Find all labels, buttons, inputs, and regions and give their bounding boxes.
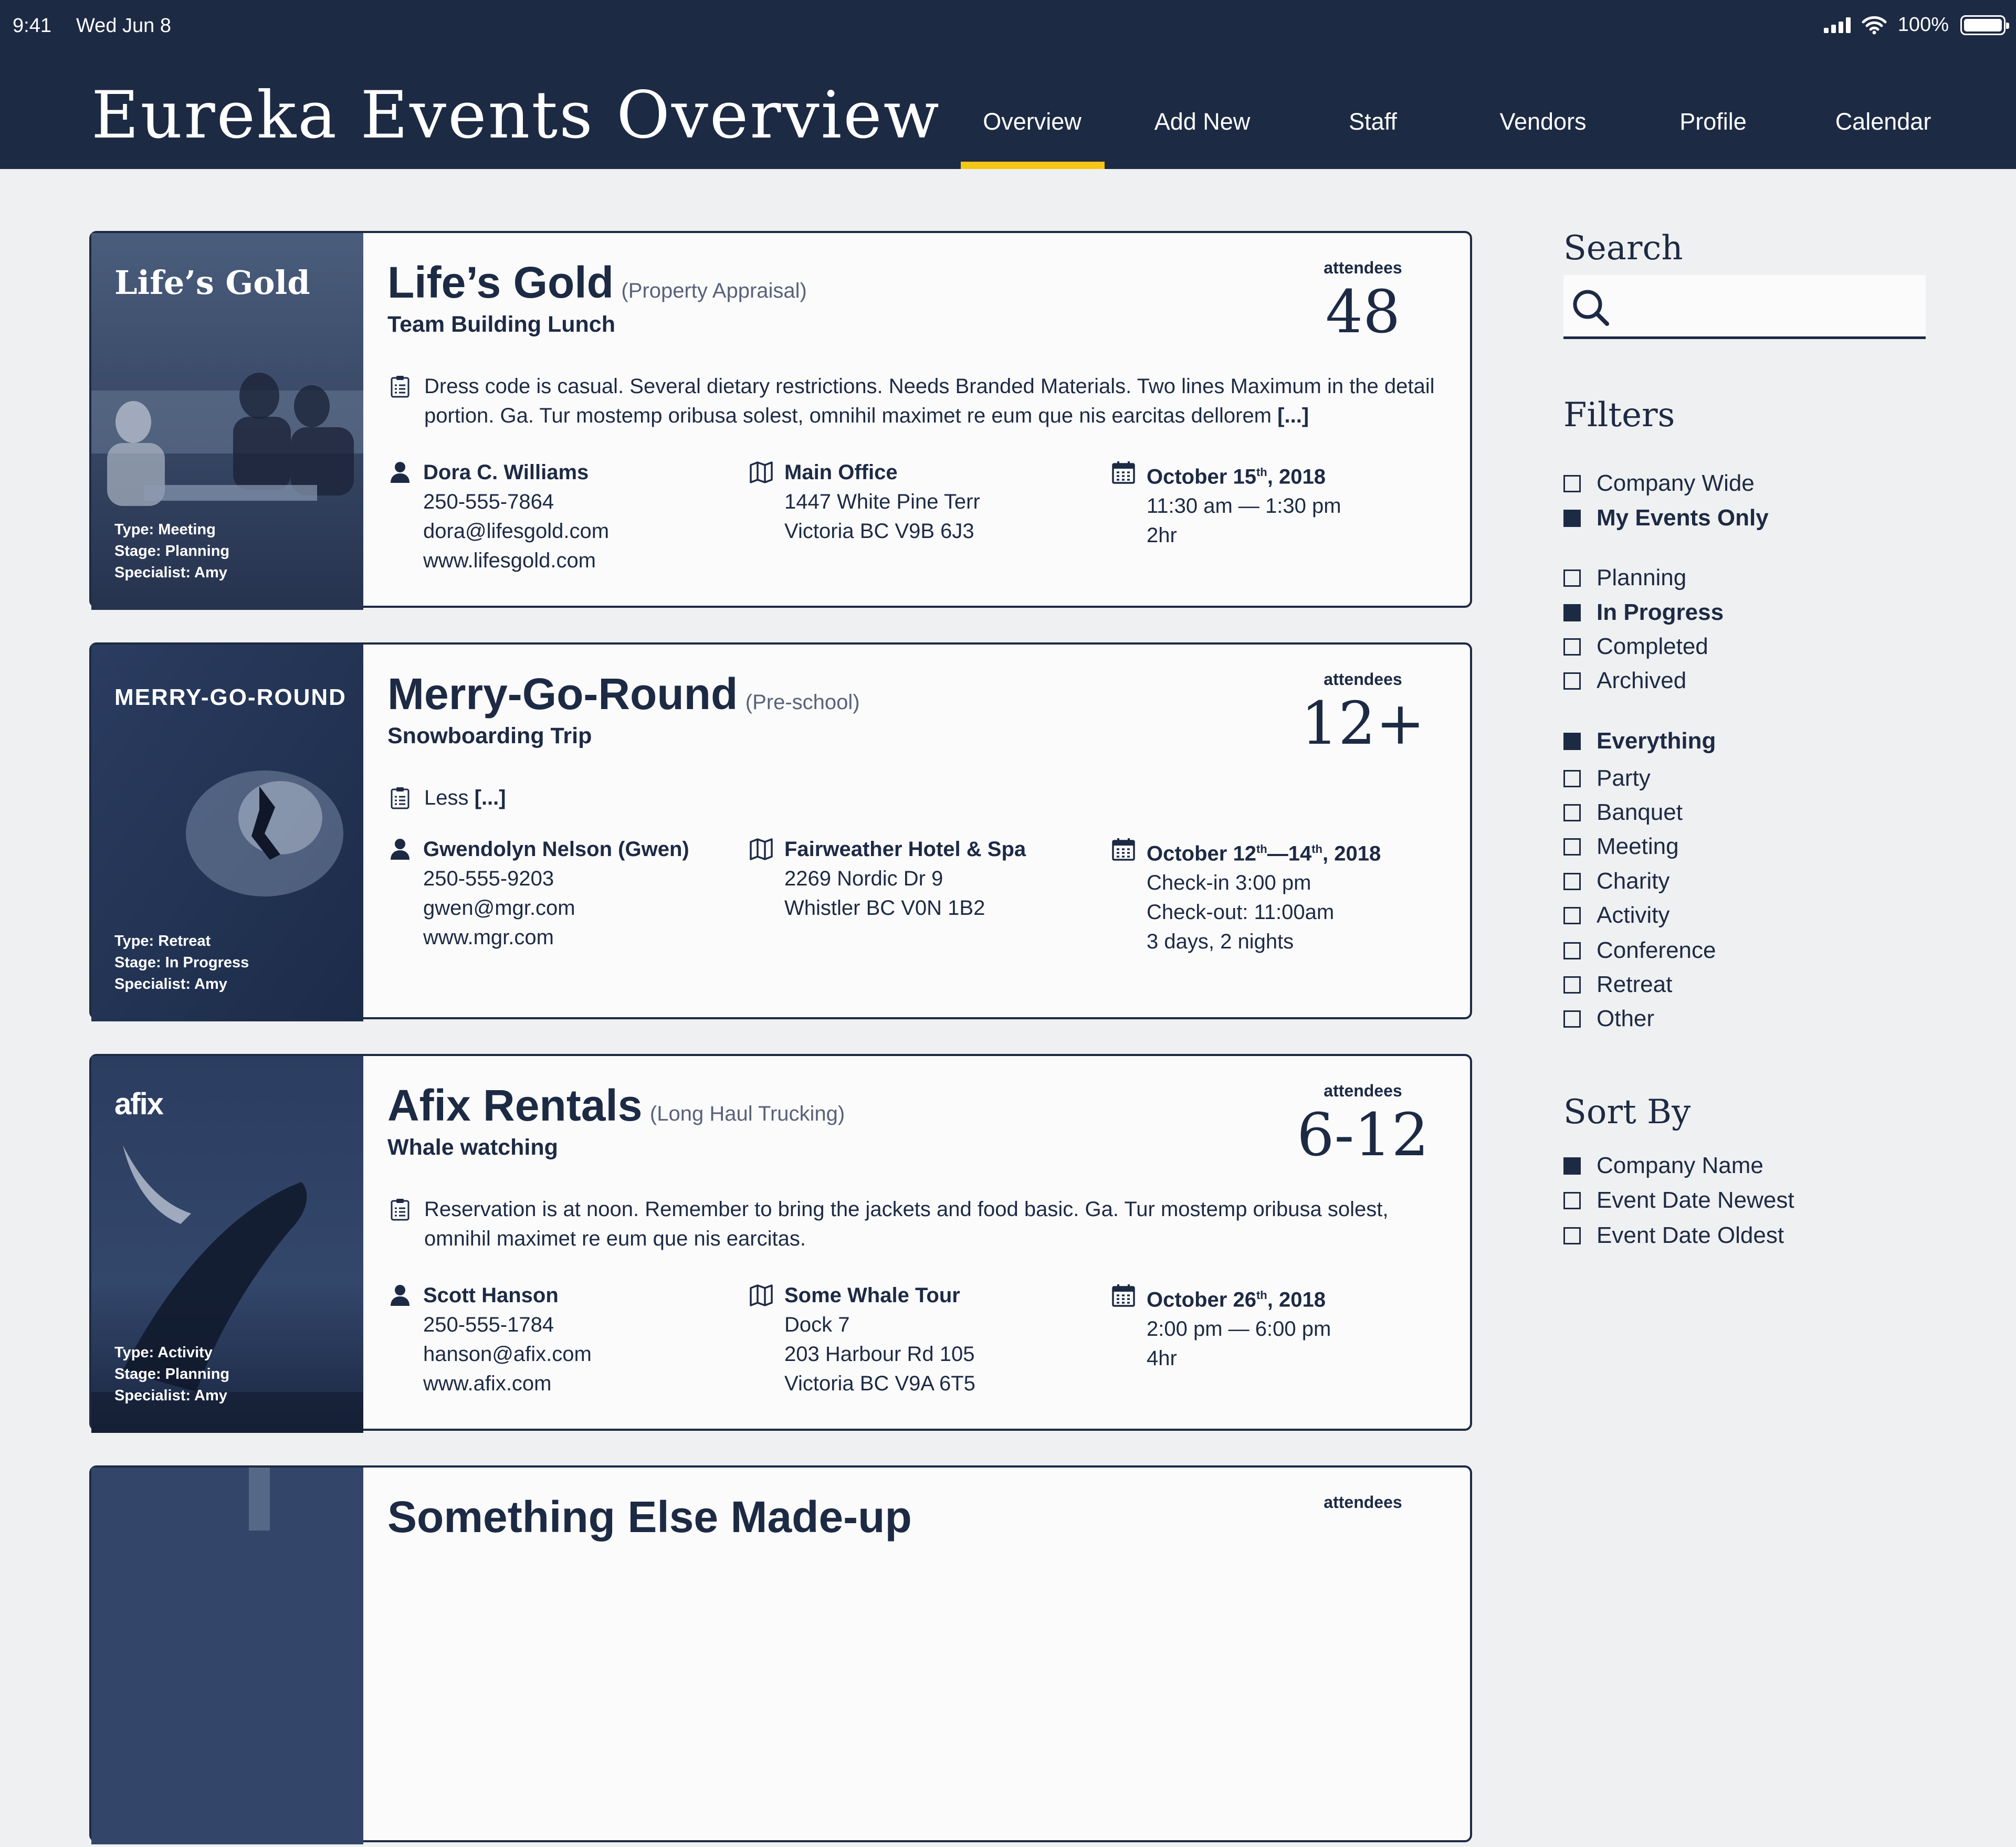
sort-company-name[interactable]: Company Name [1563,1153,1763,1179]
venue-block [749,1281,975,1398]
calendar-icon [1111,460,1136,485]
map-icon [749,837,774,862]
contact-phone[interactable]: 250-555-7864 [423,490,554,513]
event-details [363,1056,1470,1429]
event-card[interactable] [89,231,1472,608]
nav-staff[interactable]: Staff [1349,108,1397,135]
person-icon [387,837,413,862]
contact-name: Scott Hanson [423,1284,559,1307]
nav-add-new[interactable]: Add New [1154,108,1251,135]
filter-type-banquet[interactable]: Banquet [1563,799,1683,826]
filter-type-other[interactable]: Other [1563,1006,1654,1032]
cellular-signal-icon [1824,17,1851,33]
event-photo [91,1056,363,1429]
event-notes [387,783,1437,812]
event-name: Team Building Lunch [387,312,615,337]
attendees-count: 12+ [1300,690,1425,758]
sort-heading: Sort By [1563,1093,1691,1132]
checkbox[interactable] [1563,638,1581,656]
checkbox[interactable] [1563,510,1581,527]
page-title: Eureka Events Overview [91,78,941,153]
event-date: October 26th, 2018 [1147,1288,1326,1312]
checkbox[interactable] [1563,604,1581,621]
clipboard-icon [387,1197,413,1222]
event-meta [114,1342,229,1407]
venue-address-line: Dock 7 [784,1313,850,1336]
attendees-label: attendees [1324,1081,1402,1100]
event-card[interactable] [89,1054,1472,1431]
sort-event-date-oldest[interactable]: Event Date Oldest [1563,1222,1784,1249]
event-photo [91,1468,363,1840]
contact-email[interactable]: gwen@mgr.com [423,896,575,920]
event-stage: Stage: In Progress [114,954,249,971]
checkbox[interactable] [1563,838,1581,856]
event-details [363,233,1470,606]
contact-block [387,458,609,575]
contact-block [387,835,689,952]
company-logo: afix [114,1087,163,1121]
company-logo: Life’s Gold [114,263,310,302]
attendees-label: attendees [1324,258,1402,277]
filter-company-wide[interactable]: Company Wide [1563,470,1755,497]
venue-block [749,835,1026,923]
company-name: Merry-Go-Round [387,669,738,719]
event-details [363,645,1470,1017]
event-meta [114,519,229,584]
person-icon [387,1283,413,1308]
filter-type-charity[interactable]: Charity [1563,868,1670,894]
event-notes [387,1195,1437,1253]
status-date: Wed Jun 8 [76,15,171,37]
company-industry: (Long Haul Trucking) [649,1102,845,1125]
date-block [1111,835,1381,956]
company-heading [387,1492,912,1543]
event-notes [387,372,1437,430]
event-duration: 2hr [1147,524,1177,547]
attendees-count: 6-12 [1297,1101,1429,1169]
search-input[interactable] [1621,288,1915,326]
company-heading [387,257,807,308]
checkbox[interactable] [1563,1192,1581,1209]
checkbox[interactable] [1563,804,1581,821]
status-time: 9:41 [13,15,51,37]
search-heading: Search [1563,229,1683,268]
event-duration: 4hr [1147,1347,1177,1370]
app-header [0,0,2016,169]
battery-icon [1960,15,2006,35]
contact-website[interactable]: www.lifesgold.com [423,549,596,572]
nav-overview[interactable]: Overview [983,108,1082,135]
event-stage: Stage: Planning [114,543,230,560]
venue-block [749,458,980,546]
event-duration: 3 days, 2 nights [1147,930,1294,954]
company-industry: (Property Appraisal) [621,279,807,302]
contact-name: Dora C. Williams [423,461,589,484]
checkbox[interactable] [1563,942,1581,959]
attendees-count: 48 [1325,278,1401,346]
event-date: October 12th—14th, 2018 [1147,842,1381,866]
sort-event-date-newest[interactable]: Event Date Newest [1563,1187,1794,1213]
event-card[interactable] [89,642,1472,1019]
venue-address-line: Whistler BC V0N 1B2 [784,896,985,920]
calendar-icon [1111,837,1136,862]
filter-stage-completed[interactable]: Completed [1563,634,1708,660]
filter-type-conference[interactable]: Conference [1563,937,1716,964]
filter-type-retreat[interactable]: Retreat [1563,972,1672,998]
checkbox[interactable] [1563,976,1581,994]
notes-expand-link[interactable]: [...] [1277,404,1309,427]
venue-address-line: Victoria BC V9B 6J3 [784,520,974,543]
filter-type-activity[interactable]: Activity [1563,902,1670,928]
event-name: Snowboarding Trip [387,723,592,748]
map-icon [749,460,774,485]
event-details [363,1468,1470,1840]
attendees-label: attendees [1324,1493,1402,1512]
filter-type-party[interactable]: Party [1563,765,1651,791]
calendar-icon [1111,1283,1136,1308]
venue-name: Some Whale Tour [784,1284,960,1307]
notes-text: Dress code is casual. Several dietary restrictions. Needs Branded Materials. Two lines Maximum in the detail portion. Ga. Tur mostemp oribusa solest, omnihil maximet re eum que nis earcitas dellorem [424,375,1435,427]
person-icon [387,460,413,485]
checkbox[interactable] [1563,569,1581,587]
status-indicators [1824,14,2006,36]
company-heading [387,669,860,720]
nav-vendors[interactable]: Vendors [1499,108,1587,135]
event-time: 2:00 pm — 6:00 pm [1147,1317,1331,1341]
checkbox[interactable] [1563,873,1581,890]
event-checkout: Check-out: 11:00am [1147,901,1335,924]
checkbox[interactable] [1563,907,1581,924]
event-specialist: Specialist: Amy [114,564,227,581]
venue-name: Fairweather Hotel & Spa [784,838,1026,861]
checkbox[interactable] [1563,733,1581,750]
contact-phone[interactable]: 250-555-1784 [423,1313,554,1336]
event-photo [91,233,363,606]
checkbox[interactable] [1563,475,1581,492]
event-type: Type: Activity [114,1344,213,1361]
checkbox[interactable] [1563,1010,1581,1028]
event-name: Whale watching [387,1135,558,1160]
company-name: Life’s Gold [387,258,614,307]
event-date: October 15th, 2018 [1147,465,1326,489]
venue-address-line: 203 Harbour Rd 105 [784,1343,975,1366]
filters-heading: Filters [1563,396,1675,435]
clipboard-icon [387,374,413,399]
battery-percentage: 100% [1897,14,1949,36]
event-meta [114,931,249,995]
event-specialist: Specialist: Amy [114,976,227,993]
contact-website[interactable]: www.afix.com [423,1372,552,1395]
nav-profile[interactable]: Profile [1679,108,1747,135]
map-icon [749,1283,774,1308]
checkbox[interactable] [1563,672,1581,690]
contact-phone[interactable]: 250-555-9203 [423,867,554,890]
contact-email[interactable]: dora@lifesgold.com [423,520,610,543]
date-block [1111,1281,1331,1373]
event-specialist: Specialist: Amy [114,1387,227,1404]
nav-active-indicator [961,162,1105,169]
notes-text: Less [424,786,469,809]
venue-name: Main Office [784,461,898,484]
event-stage: Stage: Planning [114,1366,230,1382]
company-logo: MERRY-GO-ROUND [114,684,346,710]
notes-text: Reservation is at noon. Remember to bring the jackets and food basic. Ga. Tur mostemp oribusa solest, omnihil maximet re eum que nis earcitas. [424,1198,1389,1250]
wifi-icon [1862,16,1886,35]
search-icon [1570,287,1612,329]
attendees-label: attendees [1324,670,1402,689]
filter-stage-planning[interactable]: Planning [1563,565,1686,591]
filter-stage-archived[interactable]: Archived [1563,668,1686,694]
contact-name: Gwendolyn Nelson (Gwen) [423,838,689,861]
venue-address-line: Victoria BC V9A 6T5 [784,1372,975,1395]
filter-stage-in-progress[interactable]: In Progress [1563,599,1724,626]
search-field[interactable] [1563,275,1926,339]
event-time: 11:30 am — 1:30 pm [1147,494,1341,518]
contact-block [387,1281,592,1398]
company-name: Something Else Made-up [387,1492,912,1542]
event-checkin: Check-in 3:00 pm [1147,871,1311,895]
contact-email[interactable]: hanson@afix.com [423,1343,592,1366]
filter-type-everything[interactable]: Everything [1563,728,1716,754]
filter-type-meeting[interactable]: Meeting [1563,833,1679,860]
event-type: Type: Meeting [114,521,216,538]
company-heading [387,1080,845,1131]
company-industry: (Pre-school) [745,691,860,714]
venue-address-line: 2269 Nordic Dr 9 [784,867,943,890]
event-card[interactable] [89,1465,1472,1842]
date-block [1111,458,1341,550]
checkbox[interactable] [1563,1227,1581,1244]
checkbox[interactable] [1563,1157,1581,1175]
company-name: Afix Rentals [387,1081,643,1130]
notes-expand-link[interactable]: [...] [474,786,506,809]
checkbox[interactable] [1563,770,1581,787]
contact-website[interactable]: www.mgr.com [423,926,554,949]
event-photo [91,645,363,1017]
event-type: Type: Retreat [114,933,211,949]
clipboard-icon [387,785,413,810]
nav-calendar[interactable]: Calendar [1835,108,1931,135]
filter-my-events-only[interactable]: My Events Only [1563,505,1769,531]
venue-address-line: 1447 White Pine Terr [784,490,980,513]
